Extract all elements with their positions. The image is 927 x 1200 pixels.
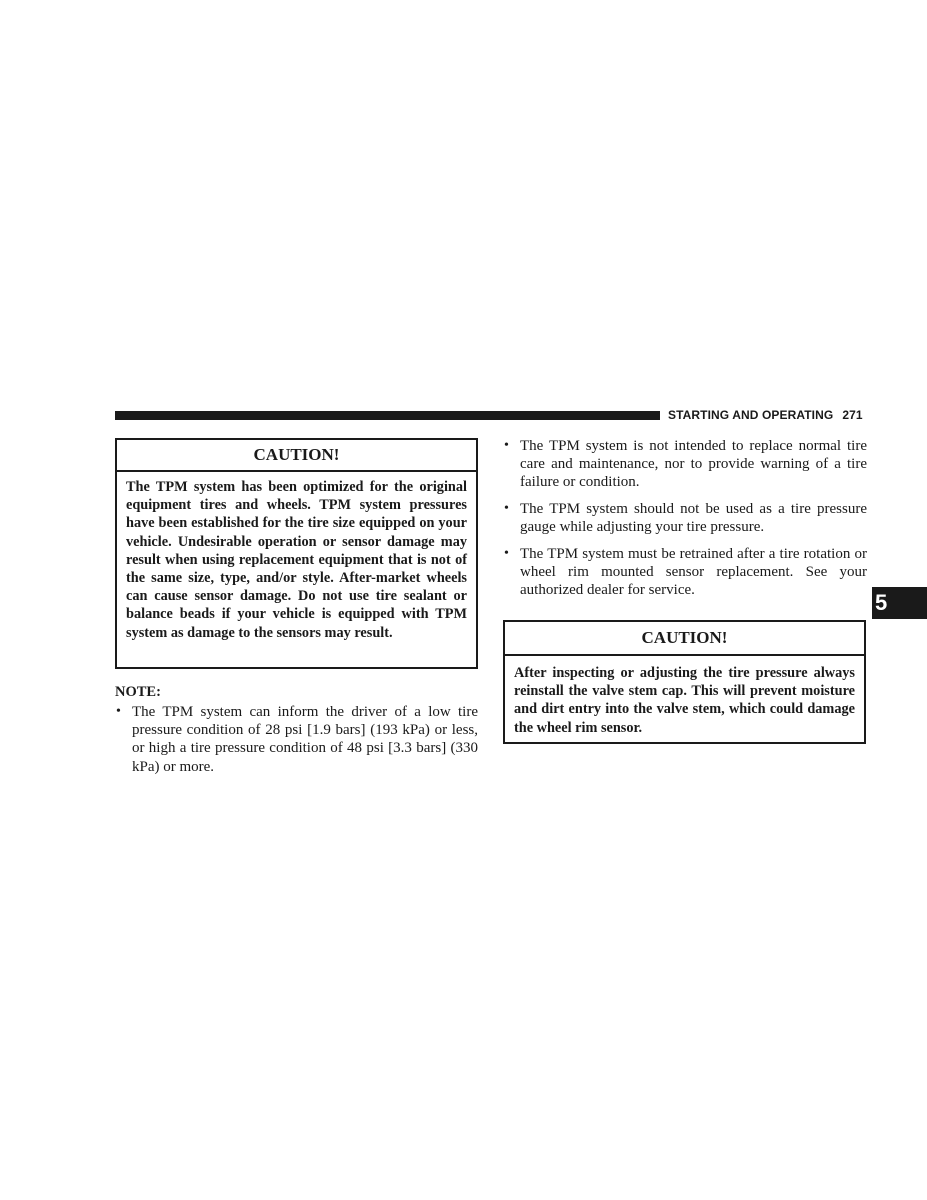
tpm-bullet-list <box>503 437 867 608</box>
page-number: 271 <box>842 408 863 422</box>
caution-body: The TPM system has been optimized for the original equipment tires and wheels. TPM system pressures have been established for the tire size equipped on your vehicle. Undesirable operation or sensor damage may result when using replacement equipment that is not of the same size, type, and/or style. After-market wheels can cause sensor damage. Do not use tire sealant or balance beads if your vehicle is equipped with TPM system as damage to the sensors may result. <box>126 479 467 641</box>
list-item <box>503 437 867 492</box>
caution-body: After inspecting or adjusting the tire pressure always reinstall the valve stem cap. This will prevent moisture and dirt entry into the valve stem, which could damage the wheel rim sensor. <box>514 665 855 736</box>
running-header <box>668 408 868 422</box>
list-item <box>503 500 867 536</box>
list-item <box>503 545 867 600</box>
list-item-text: The TPM system can inform the driver of a low tire pressure condition of 28 psi [1.9 bars] (193 kPa) or less, or high a tire pressure condition of 48 psi [3.3 bars] (330 kPa) or more. <box>132 704 478 775</box>
bullet-icon: • <box>116 704 121 719</box>
list-item-text: The TPM system is not intended to replace normal tire care and maintenance, nor to provide warning of a tire failure or condition. <box>520 438 867 491</box>
chapter-tab: 5 <box>872 587 927 619</box>
bullet-icon: • <box>504 546 509 562</box>
bullet-icon: • <box>504 438 509 453</box>
note-list <box>115 703 478 776</box>
header-rule <box>115 411 660 420</box>
caution-box-right <box>503 620 866 744</box>
note-label: NOTE: <box>115 684 161 700</box>
list-item <box>115 703 478 776</box>
section-title: STARTING AND OPERATING <box>668 408 834 422</box>
list-item-text: The TPM system should not be used as a tire pressure gauge while adjusting your tire pressure. <box>520 501 867 536</box>
caution-title: CAUTION! <box>117 440 476 472</box>
list-item-text: The TPM system must be retrained after a tire rotation or wheel rim mounted sensor replacement. See your authorized dealer for service. <box>520 546 867 599</box>
bullet-icon: • <box>504 501 509 517</box>
caution-box-left <box>115 438 478 669</box>
caution-title: CAUTION! <box>505 622 864 656</box>
